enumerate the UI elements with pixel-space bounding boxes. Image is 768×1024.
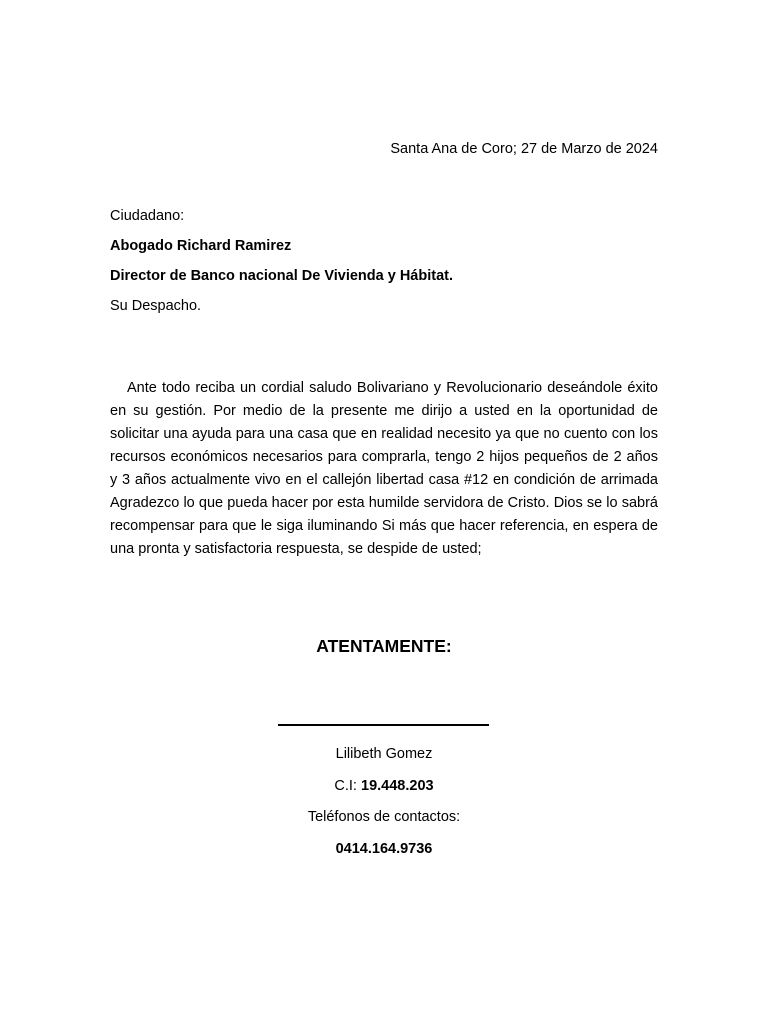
recipient-name: Abogado Richard Ramirez (110, 238, 292, 254)
date-line: Santa Ana de Coro; 27 de Marzo de 2024 (390, 141, 658, 157)
signature-block (0, 739, 768, 865)
recipient-title: Director de Banco nacional De Vivienda y Hábitat. (110, 268, 454, 284)
signer-name: Lilibeth Gomez (335, 746, 433, 762)
id-label: C.I: (334, 777, 361, 794)
id-line (0, 771, 768, 803)
closing: ATENTAMENTE: (316, 636, 452, 656)
office-line: Su Despacho. (110, 298, 202, 314)
signature-line (278, 724, 489, 726)
salutation: Ciudadano: (110, 208, 185, 224)
recipient-block (110, 201, 658, 321)
letter-body: Ante todo reciba un cordial saludo Bolivariano y Revolucionario deseándole éxito en su gestión. Por medio de la presente me dirijo a usted en la oportunidad de solicitar una ayuda para una casa que en realidad necesito ya que no cuento con los recursos económicos necesarios para comprarla, tengo 2 hijos pequeños de 2 años y 3 años actualmente vivo en el callejón libertad casa #12 en condición de arrimada Agradezco lo que pueda hacer por esta humilde servidora de Cristo. Dios se lo sabrá recompensar para que le siga iluminando Si más que hacer referencia, en espera de una pronta y satisfactoria respuesta, se despide de usted; (110, 380, 658, 557)
phone-number: 0414.164.9736 (335, 840, 433, 857)
id-number: 19.448.203 (361, 777, 434, 794)
phones-label: Teléfonos de contactos: (307, 809, 461, 825)
